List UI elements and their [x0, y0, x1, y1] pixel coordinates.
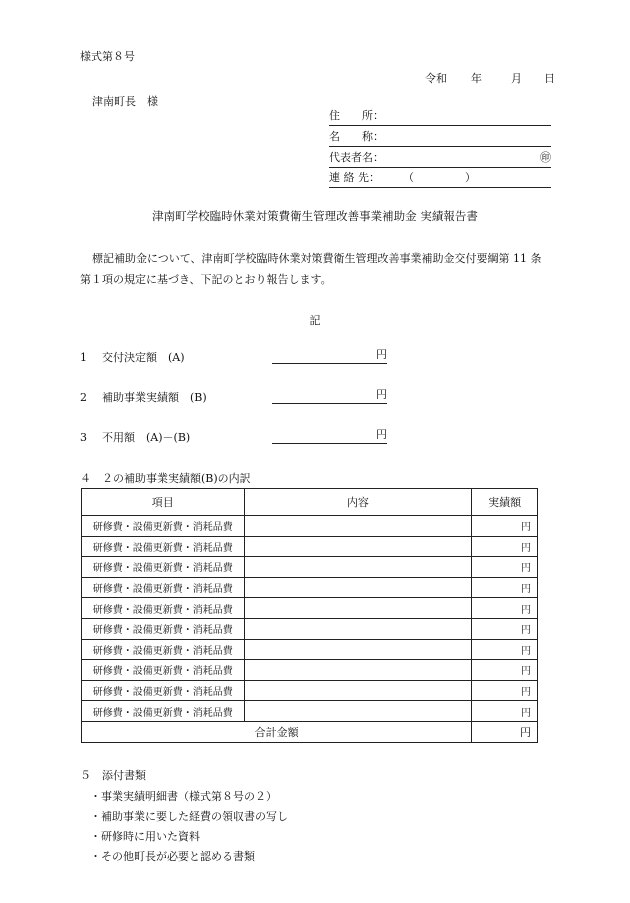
row-amount-unit: 円 — [472, 577, 538, 598]
date-year: 年 — [471, 72, 482, 85]
row-item: 研修費・設備更新費・消耗品費 — [82, 618, 245, 639]
row-content — [244, 680, 472, 701]
contact-label: 連 絡 先： — [329, 171, 380, 184]
row-item: 研修費・設備更新費・消耗品費 — [82, 701, 245, 722]
amount-field-b — [272, 388, 387, 404]
contact-paren-open: （ — [403, 171, 414, 184]
column-header-item: 項目 — [82, 489, 245, 516]
date-era: 令和 — [425, 72, 447, 85]
recipient: 津南町長 様 — [92, 95, 158, 108]
attachment-item: ・研修時に用いた資料 — [90, 830, 200, 843]
table-row — [82, 618, 538, 639]
row-amount-unit: 円 — [472, 701, 538, 722]
amount-field-c — [272, 428, 387, 444]
row-item: 研修費・設備更新費・消耗品費 — [82, 598, 245, 619]
row-item: 研修費・設備更新費・消耗品費 — [82, 680, 245, 701]
row-content — [244, 536, 472, 557]
attachments-heading: ５ 添付書類 — [80, 769, 146, 782]
amount-field-a — [272, 348, 387, 364]
row-content — [244, 598, 472, 619]
row-content — [244, 618, 472, 639]
row-item: 研修費・設備更新費・消耗品費 — [82, 577, 245, 598]
row-amount-unit: 円 — [472, 660, 538, 681]
row-amount-unit: 円 — [472, 618, 538, 639]
table-row — [82, 536, 538, 557]
table-row — [82, 557, 538, 578]
body-text: 標記補助金について、津南町学校臨時休業対策費衛生管理改善事業補助金交付要綱第 11 条第１項の規定に基づき、下記のとおり報告します。 — [80, 252, 542, 286]
row-item: 研修費・設備更新費・消耗品費 — [82, 557, 245, 578]
attachment-item: ・その他町長が必要と認める書類 — [90, 850, 255, 863]
address-field — [329, 107, 551, 126]
attachment-item: ・事業実績明細書（様式第８号の２） — [90, 790, 277, 803]
item-decision-amount — [80, 349, 185, 365]
table-row — [82, 639, 538, 660]
row-content — [244, 639, 472, 660]
seal-mark: ㊞ — [540, 151, 551, 164]
breakdown-table — [81, 488, 538, 743]
row-content — [244, 660, 472, 681]
item-label: 補助事業実績額 (B) — [102, 391, 207, 404]
item-unused-amount — [80, 429, 190, 445]
row-item: 研修費・設備更新費・消耗品費 — [82, 660, 245, 681]
item-label: 不用額 (A)－(B) — [102, 431, 191, 444]
yen-unit: 円 — [376, 348, 387, 361]
column-header-content: 内容 — [244, 489, 472, 516]
row-amount-unit: 円 — [472, 680, 538, 701]
row-amount-unit: 円 — [472, 557, 538, 578]
address-label: 住 所： — [329, 109, 384, 122]
date-line — [425, 70, 555, 86]
item-number: 2 — [80, 391, 87, 404]
yen-unit: 円 — [376, 428, 387, 441]
representative-label: 代表者名： — [329, 151, 384, 164]
date-month: 月 — [511, 72, 522, 85]
name-label: 名 称： — [329, 130, 384, 143]
table-row — [82, 577, 538, 598]
table-row — [82, 701, 538, 722]
breakdown-heading: ４ ２の補助事業実績額(B)の内訳 — [80, 472, 251, 485]
row-amount-unit: 円 — [472, 598, 538, 619]
row-content — [244, 516, 472, 537]
column-header-amount: 実績額 — [472, 489, 538, 516]
name-field — [329, 128, 551, 147]
table-row — [82, 660, 538, 681]
item-number: 3 — [80, 431, 87, 444]
row-item: 研修費・設備更新費・消耗品費 — [82, 536, 245, 557]
table-row — [82, 598, 538, 619]
table-header-row — [82, 489, 538, 516]
item-number: 1 — [80, 351, 87, 364]
row-amount-unit: 円 — [472, 639, 538, 660]
form-number: 様式第８号 — [80, 50, 135, 63]
row-amount-unit: 円 — [472, 536, 538, 557]
attachment-item: ・補助事業に要した経費の領収書の写し — [90, 810, 288, 823]
table-row — [82, 680, 538, 701]
row-item: 研修費・設備更新費・消耗品費 — [82, 639, 245, 660]
row-content — [244, 557, 472, 578]
total-amount-unit: 円 — [472, 721, 538, 742]
item-label: 交付決定額 (A) — [102, 351, 185, 364]
row-amount-unit: 円 — [472, 516, 538, 537]
yen-unit: 円 — [376, 388, 387, 401]
item-actual-amount — [80, 389, 207, 405]
representative-field — [329, 149, 551, 168]
table-row — [82, 516, 538, 537]
document-title: 津南町学校臨時休業対策費衛生管理改善事業補助金 実績報告書 — [152, 209, 478, 223]
contact-field — [329, 169, 551, 188]
row-content — [244, 701, 472, 722]
date-day: 日 — [544, 72, 555, 85]
row-content — [244, 577, 472, 598]
row-item: 研修費・設備更新費・消耗品費 — [82, 516, 245, 537]
contact-paren-close: ） — [465, 171, 476, 184]
total-label: 合計金額 — [82, 721, 472, 742]
table-total-row — [82, 721, 538, 742]
ki-heading: 記 — [309, 314, 321, 327]
